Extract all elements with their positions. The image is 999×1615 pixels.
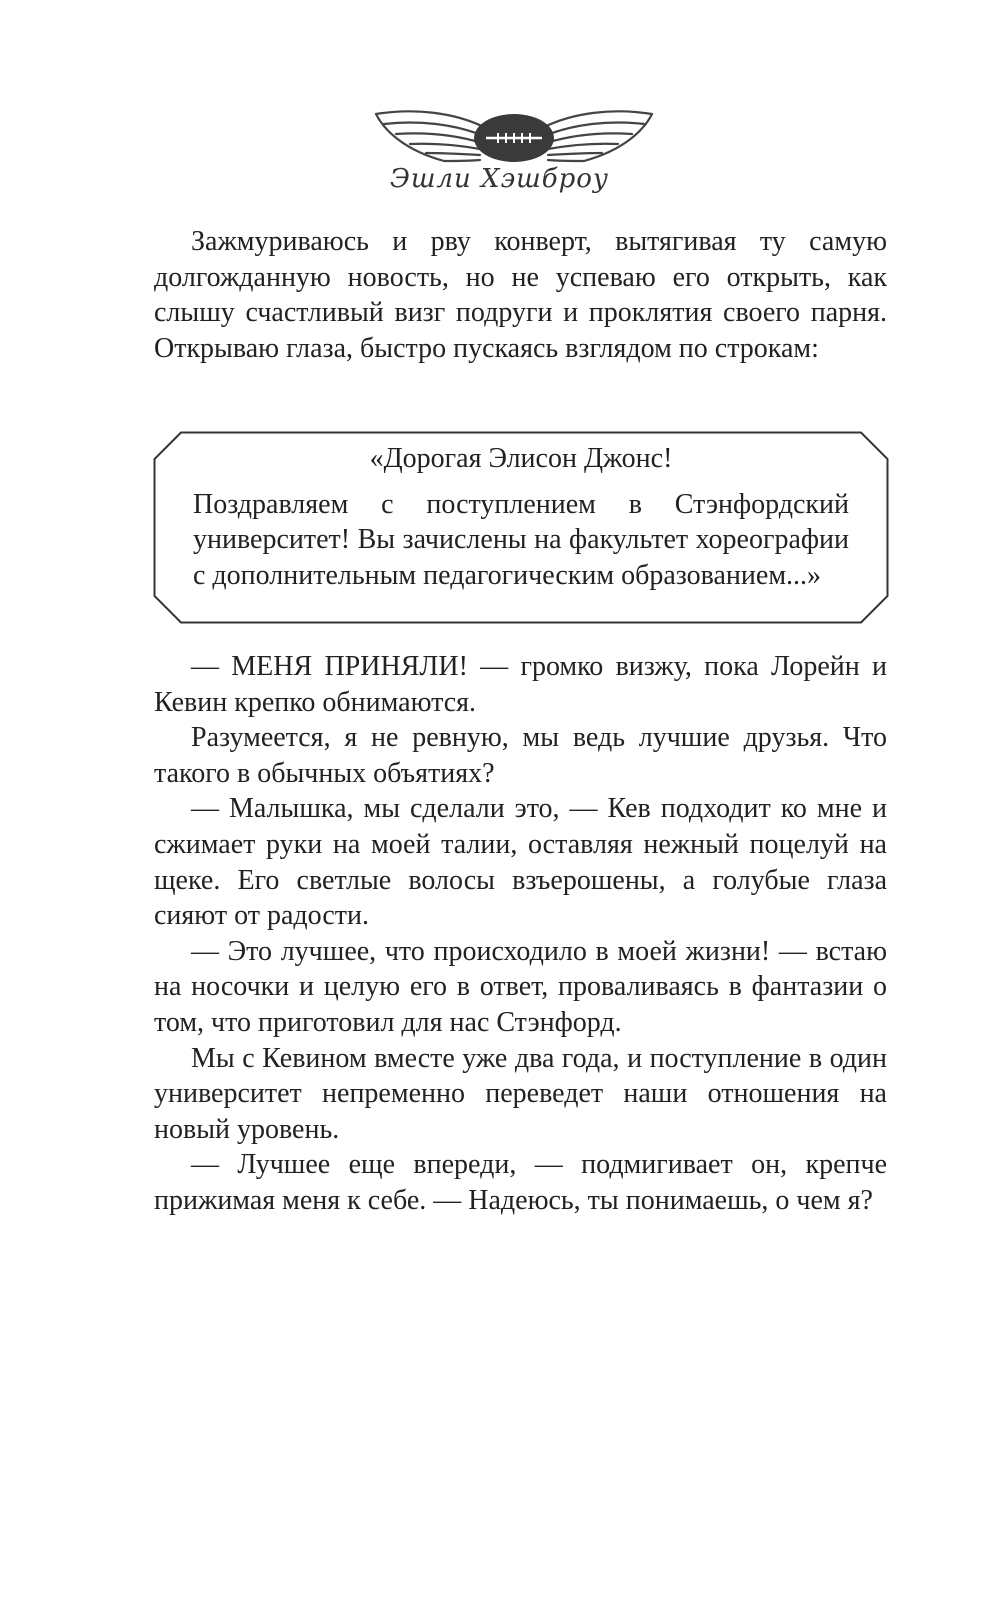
text-block-bottom — [154, 649, 887, 1219]
letter-greeting: «Дорогая Элисон Джонс! — [369, 443, 673, 474]
paragraph: — МЕНЯ ПРИНЯЛИ! — громко визжу, пока Лорейн и Кевин крепко обнимаются. — [154, 651, 887, 718]
text-block-top — [154, 224, 887, 366]
paragraph: — Малышка, мы сделали это, — Кев подходит ко мне и сжимает руки на моей талии, оставляя нежный поцелуй на щеке. Его светлые волосы взъерошены, а голубые глаза сияют от радости. — [154, 793, 887, 932]
letter-body: Поздравляем с поступлением в Стэнфордский университет! Вы зачислены на факультет хореографии с дополнительным педагогическим образованием...» — [193, 488, 849, 591]
paragraph: Зажмуриваюсь и рву конверт, вытягивая ту самую долгожданную новость, но не успеваю его открыть, как слышу счастливый визг подруги и проклятия своего парня. Открываю глаза, быстро пускаясь взглядом по строкам: — [154, 226, 887, 364]
paragraph: — Это лучшее, что происходило в моей жизни! — встаю на носочки и целую его в ответ, проваливаясь в фантазии о том, что приготовил для нас Стэнфорд. — [154, 935, 887, 1038]
paragraph: Разумеется, я не ревную, мы ведь лучшие друзья. Что такого в обычных объятиях? — [154, 722, 887, 789]
paragraph: Мы с Кевином вместе уже два года, и поступление в один университет непременно переведет наши отношения на новый уровень. — [154, 1042, 887, 1145]
author-name: Эшли Хэшброу — [389, 164, 610, 194]
letter — [193, 441, 849, 593]
paragraph: — Лучшее еще впереди, — подмигивает он, крепче прижимая меня к себе. — Надеюсь, ты понимаешь, о чем я? — [154, 1149, 887, 1216]
